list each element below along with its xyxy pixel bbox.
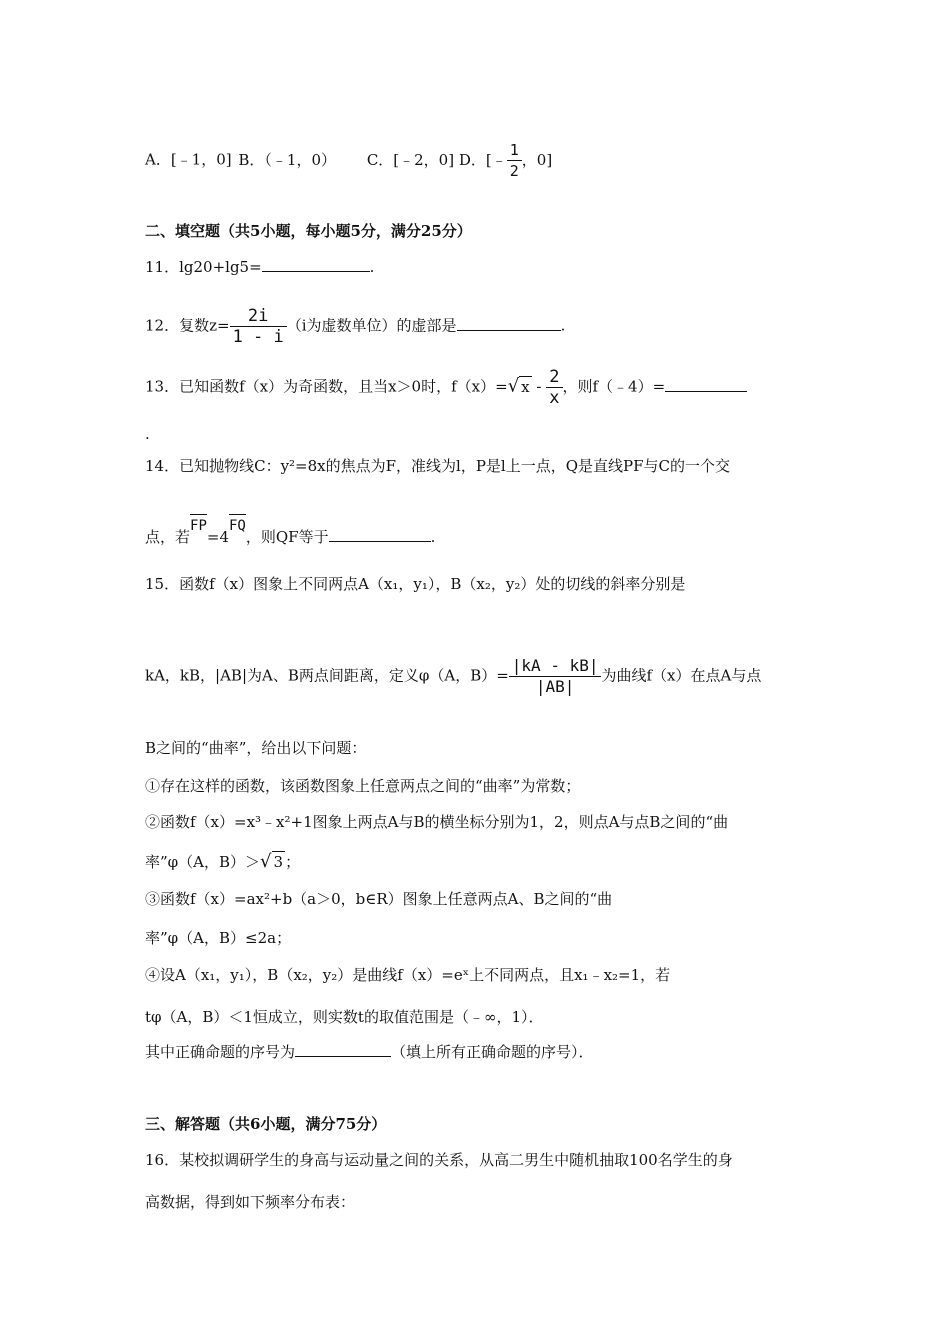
question-15-line1: 15．函数f（x）图象上不同两点A（x₁，y₁），B（x₂，y₂）处的切线的斜率分别是 — [145, 575, 686, 593]
option-c: C．[﹣2，0] — [366, 150, 455, 169]
vector-fq: FQ — [229, 514, 246, 536]
question-13-tail: . — [145, 425, 150, 443]
statement-1: ①存在这样的函数，该函数图象上任意两点之间的“曲率”为常数； — [145, 777, 581, 795]
question-14-line1: 14．已知抛物线C：y²=8x的焦点为F，准线为l，P是l上一点，Q是直线PF与C的一个交 — [145, 457, 730, 475]
question-15-line3: B之间的“曲率”，给出以下问题： — [145, 739, 367, 757]
question-13: 13．已知函数f（x）为奇函数，且当x＞0时，f（x）=√ x - $\frac{2}{x}$ ，则f（﹣4）= — [145, 367, 747, 408]
option-d: D．[﹣ $\frac{1}{2}$ ，0] — [458, 141, 553, 180]
question-11: 11．lg20+lg5= . — [145, 258, 375, 276]
answer-blank — [262, 257, 370, 272]
option-a: A．[﹣1，0] — [145, 150, 232, 169]
answer-blank — [457, 316, 561, 331]
statement-4a: ④设A（x₁，y₁），B（x₂，y₂）是曲线f（x）=eˣ上不同两点，且x₁﹣x₂=1，若 — [145, 966, 671, 984]
question-16-line2: 高数据，得到如下频率分布表： — [145, 1193, 356, 1211]
question-15-answer: 其中正确命题的序号为 （填上所有正确命题的序号）． — [145, 1043, 594, 1061]
vector-fp: FP — [190, 514, 207, 536]
statement-2b: 率”φ（A，B）＞√ 3 ； — [145, 851, 301, 872]
question-15-line2: kA，kB，|AB|为A、B两点间距离，定义φ（A，B）= $\frac{|kA - kB|}{|AB|}$ 为曲线f（x）在点A与点 — [145, 656, 762, 696]
fraction-expression: $\frac{2i}{1 - i}$ — [230, 306, 287, 347]
choice-options — [145, 140, 552, 181]
question-14-line2: 点，若FP=4FQ，则QF等于 . — [145, 526, 435, 548]
curvature-fraction: $\frac{|kA - kB|}{|AB|}$ — [509, 656, 602, 697]
answer-blank — [329, 527, 431, 542]
answer-blank — [665, 377, 747, 392]
section-heading-fill-in: 二、填空题（共5小题，每小题5分，满分25分） — [145, 222, 472, 240]
statement-3b: 率”φ（A，B）≤2a； — [145, 929, 292, 947]
answer-blank — [295, 1042, 391, 1057]
statement-4b: tφ（A，B）＜1恒成立，则实数t的取值范围是（﹣∞，1）． — [145, 1008, 544, 1026]
statement-3a: ③函数f（x）=ax²+b（a＞0，b∈R）图象上任意两点A、B之间的“曲 — [145, 890, 613, 908]
question-12: 12．复数z= $\frac{2i}{1 - i}$ （i为虚数单位）的虚部是 . — [145, 306, 566, 347]
option-b: B．（﹣1，0） — [238, 150, 337, 169]
statement-2a: ②函数f（x）=x³﹣x²+1图象上两点A与B的横坐标分别为1，2，则点A与点B之间的“曲 — [145, 813, 729, 831]
question-16-line1: 16．某校拟调研学生的身高与运动量之间的关系，从高二男生中随机抽取100名学生的身 — [145, 1151, 733, 1169]
section-heading-solutions: 三、解答题（共6小题，满分75分） — [145, 1115, 387, 1133]
